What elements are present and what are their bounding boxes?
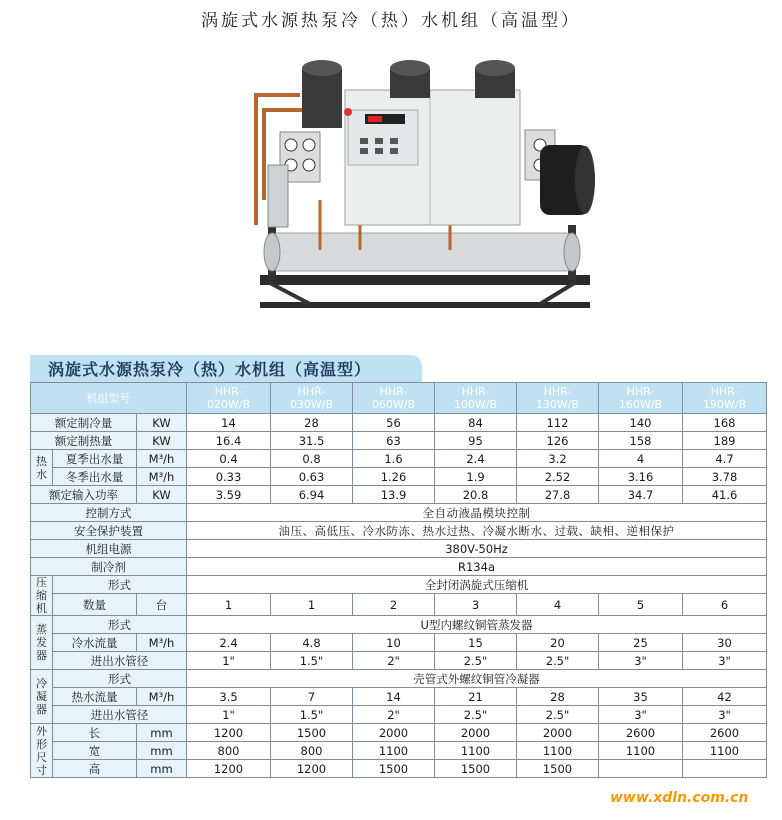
table-cell: M³/h [137,688,187,706]
table-cell: 形式 [53,616,187,634]
table-cell: 3 [435,594,517,616]
table-cell: 6.94 [271,486,353,504]
table-cell: 2.5" [517,706,599,724]
table-cell: 84 [435,414,517,432]
table-cell: 3.5 [187,688,271,706]
table-cell: 1" [187,652,271,670]
table-cell [683,760,767,778]
group-label: 冷凝器 [31,670,53,724]
table-cell: 5 [599,594,683,616]
table-cell: 进出水管径 [53,706,187,724]
table-row [31,634,767,652]
table-cell: 2.5" [435,652,517,670]
table-cell: 2000 [435,724,517,742]
page-title: 涡旋式水源热泵冷（热）水机组（高温型） [201,11,581,31]
table-row [31,616,767,634]
table-cell: 10 [353,634,435,652]
table-cell: 4 [599,450,683,468]
table-row [31,724,767,742]
table-title: 涡旋式水源热泵冷（热）水机组（高温型） [48,360,372,379]
table-cell: 380V-50Hz [187,540,767,558]
table-cell: 7 [271,688,353,706]
table-cell: 额定制冷量 [31,414,137,432]
table-cell: 56 [353,414,435,432]
table-cell: 油压、高低压、冷水防冻、热水过热、冷凝水断水、过载、缺相、逆相保护 [187,522,767,540]
model-label: 机组型号 [31,383,187,414]
table-cell: 800 [271,742,353,760]
table-cell: 6 [683,594,767,616]
table-cell: 4 [517,594,599,616]
table-row [31,652,767,670]
table-cell: 机组电源 [31,540,187,558]
model-cell: HHR- 060W/B [353,383,435,414]
table-cell: 2.4 [187,634,271,652]
table-cell: 1.6 [353,450,435,468]
table-cell: 189 [683,432,767,450]
table-cell: 3.78 [683,468,767,486]
table-row [31,688,767,706]
table-row [31,486,767,504]
group-label: 压缩机 [31,576,53,616]
table-cell: 额定制热量 [31,432,137,450]
table-cell: M³/h [137,468,187,486]
table-cell: 2000 [517,724,599,742]
table-cell: 0.33 [187,468,271,486]
table-cell: 42 [683,688,767,706]
table-cell: U型内螺纹铜管蒸发器 [187,616,767,634]
table-cell: 1200 [187,724,271,742]
table-cell: 1500 [353,760,435,778]
table-cell: KW [137,414,187,432]
table-row [31,576,767,594]
table-cell: 进出水管径 [53,652,187,670]
table-row [31,558,767,576]
table-cell: 1.26 [353,468,435,486]
table-cell: 4.8 [271,634,353,652]
table-cell: 168 [683,414,767,432]
table-cell: 25 [599,634,683,652]
table-cell: 2" [353,706,435,724]
table-row [31,742,767,760]
table-cell: 1500 [435,760,517,778]
model-cell: HHR- 130W/B [517,383,599,414]
table-cell: 28 [517,688,599,706]
table-cell: 1500 [517,760,599,778]
table-row [31,594,767,616]
table-row [31,432,767,450]
table-cell: 宽 [53,742,137,760]
model-cell: HHR- 020W/B [187,383,271,414]
table-cell: 800 [187,742,271,760]
table-cell: 3.2 [517,450,599,468]
table-cell: 2.5" [517,652,599,670]
table-cell: M³/h [137,450,187,468]
table-cell: 形式 [53,576,187,594]
table-cell: 1 [271,594,353,616]
table-cell: 形式 [53,670,187,688]
table-cell: 1.5" [271,652,353,670]
table-cell: 14 [187,414,271,432]
table-cell: 158 [599,432,683,450]
table-cell: 0.4 [187,450,271,468]
table-cell: 冬季出水量 [53,468,137,486]
model-cell: HHR- 160W/B [599,383,683,414]
table-cell: KW [137,486,187,504]
table-cell [599,760,683,778]
table-cell: 140 [599,414,683,432]
table-cell: 20.8 [435,486,517,504]
group-label: 蒸发器 [31,616,53,670]
table-cell: 126 [517,432,599,450]
heat-pump-unit-image [250,50,600,312]
table-cell: 1 [187,594,271,616]
table-cell: 全自动液晶模块控制 [187,504,767,522]
table-cell: 0.63 [271,468,353,486]
table-cell: 2600 [599,724,683,742]
model-cell: HHR- 030W/B [271,383,353,414]
table-row [31,760,767,778]
table-cell: 35 [599,688,683,706]
table-cell: 1200 [187,760,271,778]
table-cell: 控制方式 [31,504,187,522]
table-cell: 2.4 [435,450,517,468]
table-cell: 2000 [353,724,435,742]
site-watermark: www.xdln.com.cn [610,790,749,806]
table-cell: 21 [435,688,517,706]
table-cell: 热水流量 [53,688,137,706]
table-cell: 4.7 [683,450,767,468]
table-cell: 1100 [435,742,517,760]
table-cell: 1100 [353,742,435,760]
table-row [31,450,767,468]
table-cell: 3.16 [599,468,683,486]
table-cell: 13.9 [353,486,435,504]
model-cell: HHR- 190W/B [683,383,767,414]
table-row [31,468,767,486]
table-cell: mm [137,742,187,760]
table-cell: 3" [599,706,683,724]
table-row [31,522,767,540]
table-cell: 1200 [271,760,353,778]
table-cell: 34.7 [599,486,683,504]
table-row [31,540,767,558]
table-cell: 1100 [683,742,767,760]
group-label: 外形尺寸 [31,724,53,778]
table-cell: 额定输入功率 [31,486,137,504]
table-cell: KW [137,432,187,450]
table-cell: 3" [683,706,767,724]
table-row [31,670,767,688]
table-cell: 16.4 [187,432,271,450]
table-cell: 高 [53,760,137,778]
table-row [31,504,767,522]
table-cell: 冷水流量 [53,634,137,652]
table-cell: 制冷剂 [31,558,187,576]
table-cell: 1500 [271,724,353,742]
header-row [31,383,767,414]
table-cell: 1100 [517,742,599,760]
table-row [31,706,767,724]
table-cell: 夏季出水量 [53,450,137,468]
table-cell: 112 [517,414,599,432]
table-cell: 2.5" [435,706,517,724]
table-cell: 长 [53,724,137,742]
table-row [31,414,767,432]
table-cell: 安全保护装置 [31,522,187,540]
table-cell: 28 [271,414,353,432]
table-cell: 2 [353,594,435,616]
table-cell: 2.52 [517,468,599,486]
table-cell: 1100 [599,742,683,760]
table-cell: mm [137,760,187,778]
model-cell: HHR- 100W/B [435,383,517,414]
table-cell: 15 [435,634,517,652]
table-cell: 63 [353,432,435,450]
table-cell: 31.5 [271,432,353,450]
table-cell: 30 [683,634,767,652]
table-cell: 0.8 [271,450,353,468]
table-cell: 95 [435,432,517,450]
table-cell: 3" [683,652,767,670]
table-cell: 14 [353,688,435,706]
table-cell: 壳管式外螺纹铜管冷凝器 [187,670,767,688]
table-cell: R134a [187,558,767,576]
table-cell: mm [137,724,187,742]
table-cell: 41.6 [683,486,767,504]
table-cell: 3" [599,652,683,670]
table-cell: 20 [517,634,599,652]
table-cell: 全封闭涡旋式压缩机 [187,576,767,594]
group-label: 热水 [31,450,53,486]
table-cell: 1.9 [435,468,517,486]
table-cell: 台 [137,594,187,616]
table-cell: 1" [187,706,271,724]
table-cell: 2600 [683,724,767,742]
table-cell: 3.59 [187,486,271,504]
table-cell: 数量 [53,594,137,616]
table-cell: 2" [353,652,435,670]
table-cell: 1.5" [271,706,353,724]
table-cell: 27.8 [517,486,599,504]
table-cell: M³/h [137,634,187,652]
spec-table [30,382,767,778]
